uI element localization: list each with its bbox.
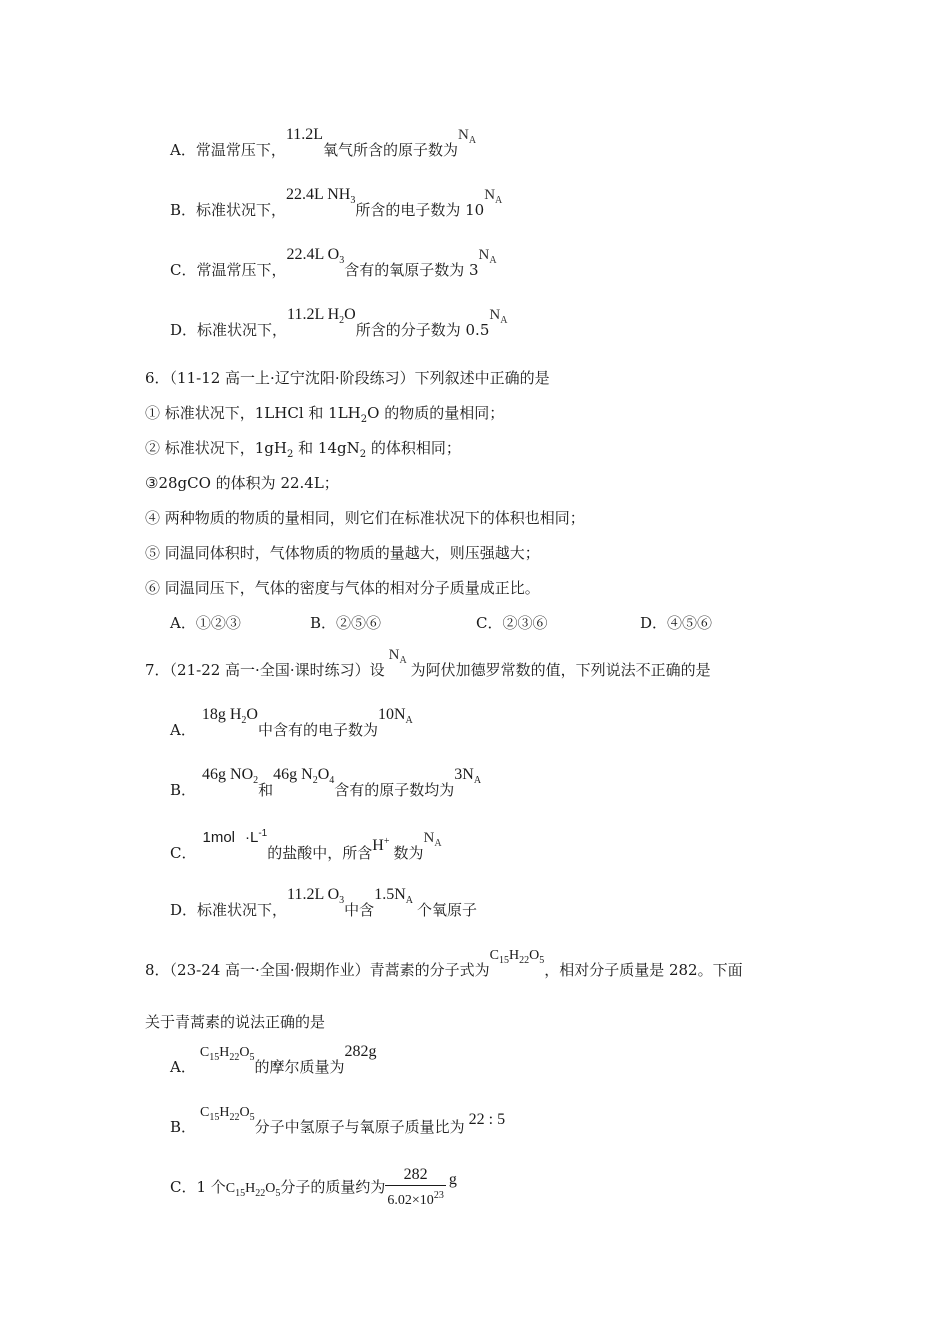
q6-statement-1: ① 标准状况下，1LHCl 和 $1LH_2O$ 的物质的量相同； bbox=[145, 404, 505, 425]
q6-statement-4: ④ 两种物质的物质的量相同，则它们在标准状况下的体积也相同； bbox=[145, 509, 585, 527]
q5-option-a: A．常温常压下，11.2L氧气所含的原子数为$N_A$ bbox=[170, 126, 477, 159]
q8-option-b: B．$C_{15}H_{22}O_5$分子中氢原子与氧原子质量比为 22 : 5 bbox=[170, 1105, 506, 1136]
q6-statement-2: ② 标准状况下，$1gH_2$ 和 $14gN_2$ 的体积相同； bbox=[145, 439, 461, 460]
q5-option-b: B．标准状况下，22.4L $NH_3$所含的电子数为 $10N_A$ bbox=[170, 186, 503, 219]
q6-statement-3: ③28gCO 的体积为 22.4L； bbox=[145, 474, 339, 492]
q5-option-d: D．标准状况下，11.2L $H_2O$所含的分子数为 $0.5N_A$ bbox=[170, 306, 508, 339]
q8-stem: 8．（23-24 高一·全国·假期作业）青蒿素的分子式为$C_{15}H_{22}O_5$，相对分子质量是 282。下面 bbox=[145, 948, 743, 979]
q8-option-c: C．1 个$C_{15}H_{22}O_5$分子的质量约为 $\frac{282}{6.02\times 10^{23}}$ g bbox=[170, 1165, 457, 1216]
fraction: $\frac{282}{6.02\times 10^{23}}$ bbox=[387, 1166, 444, 1208]
q6-option-b: B．②⑤⑥ bbox=[310, 614, 382, 632]
q7-stem: 7．（21-22 高一·全国·课时练习）设$N_A$为阿伏加德罗常数的值，下列说法不正确的是 bbox=[145, 647, 711, 679]
q7-option-d: D．标准状况下，11.2L $O_3$中含$1.5N_A$个氧原子 bbox=[170, 886, 477, 919]
q5-option-c: C．常温常压下，22.4L $O_3$含有的氧原子数为 $3N_A$ bbox=[170, 246, 497, 279]
q7-option-c: C．$1mol \cdot L^{-1}$的盐酸中，所含H+数为$N_A$ bbox=[170, 828, 442, 862]
q6-statement-5: ⑤ 同温同体积时，气体物质的物质的量越大，则压强越大； bbox=[145, 544, 540, 562]
q7-option-b: B．46g $NO_2$和46g $N_2O_4$含有的原子数均为$3N_A$ bbox=[170, 766, 482, 799]
q6-stem: 6．（11-12 高一上·辽宁沈阳·阶段练习）下列叙述中正确的是 bbox=[145, 369, 550, 387]
q7-option-a: A．18g $H_2O$中含有的电子数为$10N_A$ bbox=[170, 706, 413, 739]
q8-option-a: A．$C_{15}H_{22}O_5$的摩尔质量为282g bbox=[170, 1043, 377, 1076]
q6-option-a: A．①②③ bbox=[170, 614, 241, 632]
q8-stem-line2: 关于青蒿素的说法正确的是 bbox=[145, 1013, 326, 1031]
q6-option-d: D．④⑤⑥ bbox=[640, 614, 713, 632]
q6-option-c: C．②③⑥ bbox=[476, 614, 548, 632]
q6-statement-6: ⑥ 同温同压下，气体的密度与气体的相对分子质量成正比。 bbox=[145, 579, 540, 597]
